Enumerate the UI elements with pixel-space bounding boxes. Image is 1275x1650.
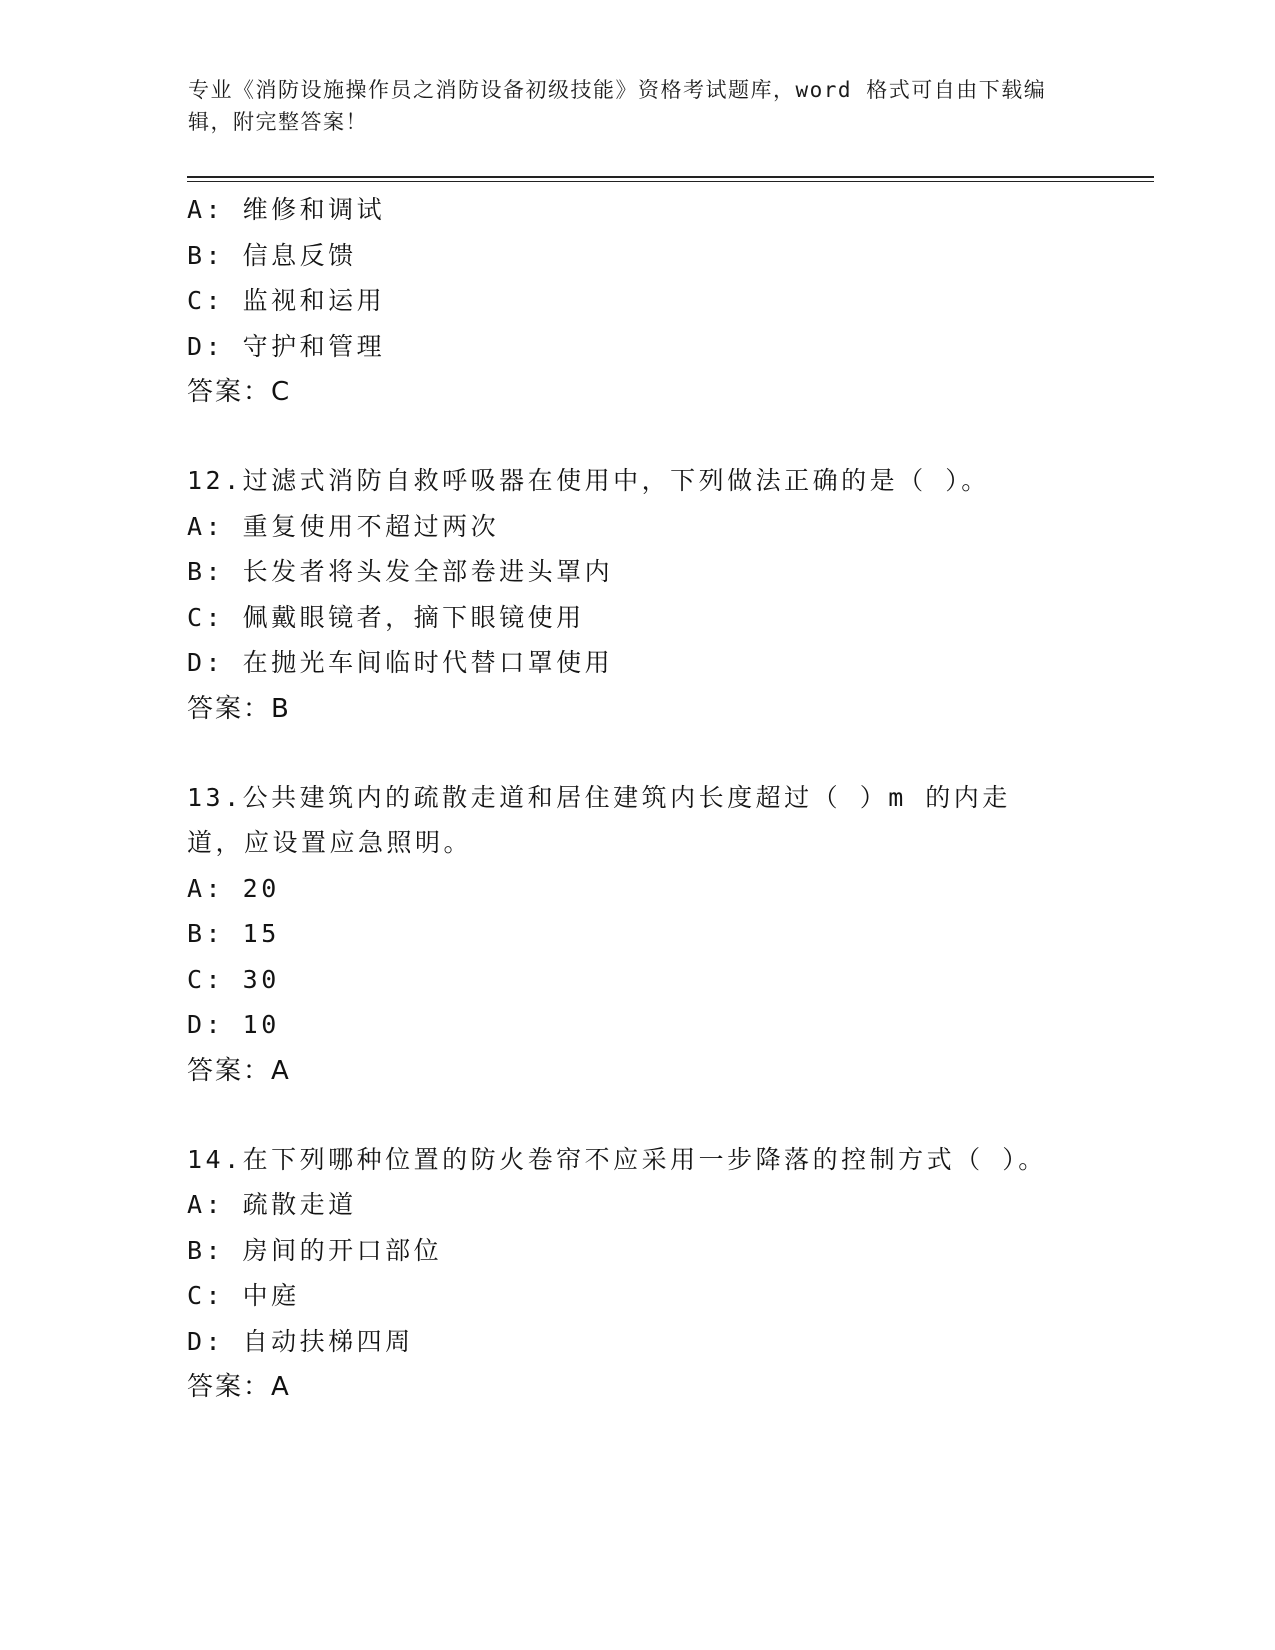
question-block-12 [187,458,1087,732]
option-c: C: 中庭 [187,1281,300,1310]
header-divider-thin [187,181,1154,182]
answer-line: 答案：A [187,1372,291,1402]
question-block-11 [187,187,1087,415]
question-text: 13.公共建筑内的疏散走道和居住建筑内长度超过（ ）m 的内走道，应设置应急照明。 [187,782,1011,857]
option-b: B: 15 [187,919,280,948]
answer-line: 答案：B [187,693,291,724]
question-text: 14.在下列哪种位置的防火卷帘不应采用一步降落的控制方式（ ）。 [187,1144,1047,1174]
question-block-13 [187,775,1087,1094]
question-list [187,187,1087,1410]
option-c: C: 30 [187,964,280,994]
option-c: C: 佩戴眼镜者，摘下眼镜使用 [187,602,585,632]
option-a: A: 20 [187,873,280,903]
option-b: B: 信息反馈 [187,240,357,270]
question-block-14 [187,1137,1087,1411]
option-a: A: 重复使用不超过两次 [187,511,500,541]
option-d: D: 在抛光车间临时代替口罩使用 [187,648,614,677]
option-a: A: 维修和调试 [187,195,386,224]
header-divider-thick [187,176,1154,178]
option-a: A: 疏散走道 [187,1190,357,1219]
option-d: D: 10 [187,1010,280,1039]
document-header: 专业《消防设施操作员之消防设备初级技能》资格考试题库，word 格式可自由下载编辑，附完整答案！ [188,78,1047,134]
answer-line: 答案：C [187,377,292,407]
option-b: B: 长发者将头发全部卷进头罩内 [187,557,614,586]
option-c: C: 监视和运用 [187,286,386,315]
block-spacer [187,732,1087,775]
block-spacer [187,1094,1087,1137]
block-spacer [187,415,1087,458]
option-d: D: 自动扶梯四周 [187,1326,414,1356]
question-text: 12.过滤式消防自救呼吸器在使用中，下列做法正确的是（ ）。 [187,466,990,495]
option-b: B: 房间的开口部位 [187,1235,443,1265]
option-d: D: 守护和管理 [187,331,386,361]
answer-line: 答案：A [187,1055,291,1086]
